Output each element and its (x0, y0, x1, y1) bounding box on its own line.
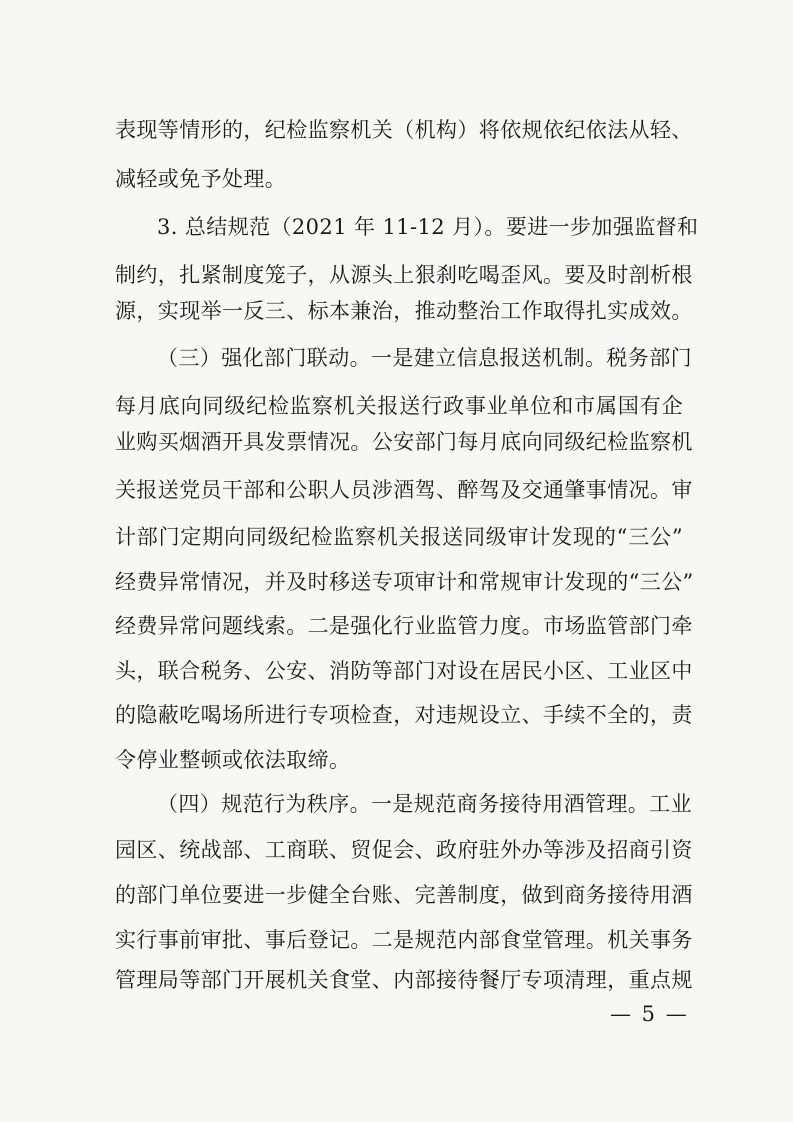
text-line-11: 经费异常情况，并及时移送专项审计和常规审计发现的“三公” (115, 570, 694, 594)
text-line-16: （四）规范行为秩序。一是规范商务接待用酒管理。工业 (157, 792, 692, 816)
text-line-5: 源，实现举一反三、标本兼治，推动整治工作取得扎实成效。 (115, 299, 693, 323)
text-line-2: 减轻或免予处理。 (115, 167, 287, 191)
text-line-18: 的部门单位要进一步健全台账、完善制度，做到商务接待用酒 (115, 883, 693, 907)
text-line-10: 计部门定期向同级纪检监察机关报送同级审计发现的“三公” (115, 525, 683, 549)
text-line-14: 的隐蔽吃喝场所进行专项检查，对违规设立、手续不全的，责 (115, 703, 693, 727)
text-line-7: 每月底向同级纪检监察机关报送行政事业单位和市属国有企 (115, 394, 683, 418)
text-line-20: 管理局等部门开展机关食堂、内部接待餐厅专项清理，重点规 (115, 968, 693, 992)
text-line-3: 3. 总结规范（2021 年 11-12 月）。要进一步加强监督和 (157, 215, 699, 239)
text-line-4: 制约，扎紧制度笼子，从源头上狠刹吃喝歪风。要及时剖析根 (115, 263, 693, 287)
text-line-15: 令停业整顿或依法取缔。 (115, 748, 351, 772)
text-line-12: 经费异常问题线索。二是强化行业监管力度。市场监管部门牵 (115, 614, 693, 638)
text-line-8: 业购买烟酒开具发票情况。公安部门每月底向同级纪检监察机 (115, 430, 693, 454)
text-line-13: 头，联合税务、公安、消防等部门对设在居民小区、工业区中 (115, 659, 693, 683)
text-line-6: （三）强化部门联动。一是建立信息报送机制。税务部门 (157, 346, 692, 370)
text-line-1: 表现等情形的，纪检监察机关（机构）将依规依纪依法从轻、 (115, 118, 693, 142)
text-line-19: 实行事前审批、事后登记。二是规范内部食堂管理。机关事务 (115, 928, 693, 952)
text-line-17: 园区、统战部、工商联、贸促会、政府驻外办等涉及招商引资 (115, 838, 693, 862)
page-number: — 5 — (610, 1002, 689, 1026)
text-line-9: 关报送党员干部和公职人员涉酒驾、醉驾及交通肇事情况。审 (115, 478, 693, 502)
